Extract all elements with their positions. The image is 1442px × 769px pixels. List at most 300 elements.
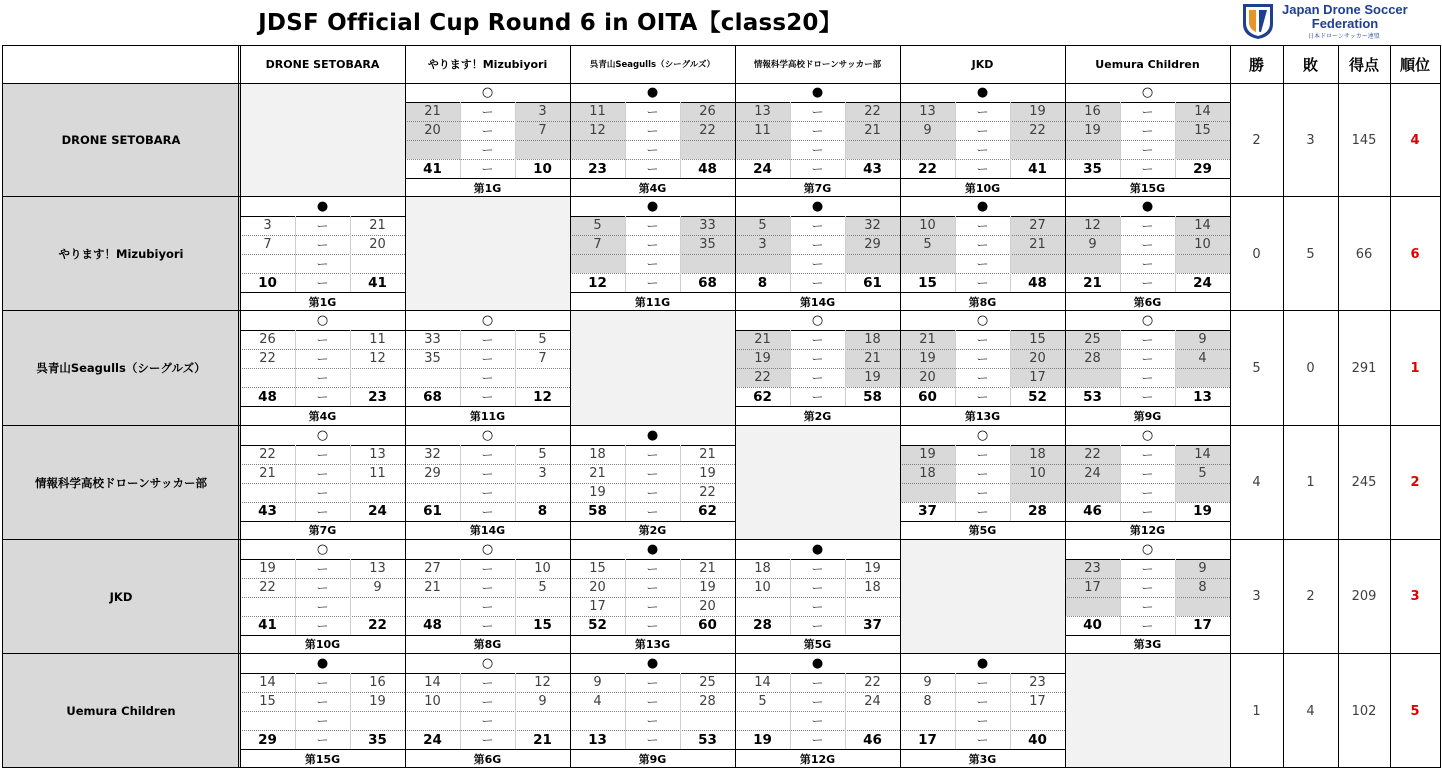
set-row-rule [240,730,405,731]
set-score-away: 14 [1175,102,1230,121]
table-rule [240,45,241,768]
set-score-home: 11 [735,121,790,140]
set-row-rule [900,159,1065,160]
total-dash: ー [1141,618,1154,633]
set-row-rule [405,445,570,446]
set-dash: ー [1141,143,1154,157]
total-dash: ー [1141,276,1154,291]
set-score-away: 7 [515,121,570,140]
total-score-home: 62 [753,388,772,405]
wins-value: 0 [1252,246,1261,262]
set-col-rule [625,559,626,635]
set-score-away: 23 [1029,675,1046,690]
points-value: 66 [1355,246,1373,262]
set-dash: ー [976,124,989,138]
table-rule [570,45,571,768]
table-rule [2,45,1440,46]
set-dash: ー [811,580,824,595]
set-col-rule [680,102,681,178]
points-value: 245 [1351,475,1377,491]
row-header-team: やります！Mizubiyori [2,197,240,311]
set-col-rule [350,673,351,749]
set-row-rule [570,121,735,122]
set-row-rule [735,121,900,122]
self-match-blank [570,311,735,425]
game-number: 第13G [634,638,671,652]
set-score-away [515,597,570,616]
set-score-away [1175,368,1230,387]
set-row-rule [900,140,1065,141]
total-score-away: 19 [1193,503,1212,520]
set-dash: ー [811,371,824,386]
set-score-away: 11 [369,332,386,348]
set-row-rule [570,273,735,274]
set-dash: ー [646,580,659,595]
set-row-rule [405,387,570,388]
set-score-away: 18 [845,330,900,349]
set-col-rule [460,330,461,406]
total-score-home: 40 [1083,617,1102,634]
set-score-home: 3 [735,235,790,254]
total-dash: ー [481,618,494,633]
set-score-home: 12 [1065,216,1120,235]
set-score-home [240,711,295,730]
set-row-rule [1065,178,1230,179]
column-header-stat: 勝 [1248,55,1264,74]
set-row-rule [735,730,900,731]
total-dash: ー [811,390,824,405]
table-rule [1440,45,1441,768]
game-number: 第11G [469,409,506,423]
set-row-rule [405,692,570,693]
set-row-rule [1065,121,1230,122]
match-result-mark: ○ [316,313,329,329]
set-row-rule [1065,292,1230,293]
total-dash: ー [316,618,329,633]
set-dash: ー [976,447,989,462]
rank-value: 2 [1410,475,1420,491]
total-score-home: 35 [1083,160,1102,177]
set-dash: ー [976,714,989,728]
set-col-rule [1010,102,1011,178]
set-row-rule [900,235,1065,236]
total-dash: ー [646,618,659,633]
set-row-rule [900,102,1065,103]
rank-value: 4 [1410,132,1420,148]
set-score-away: 28 [699,694,716,709]
set-row-rule [405,121,570,122]
set-dash: ー [646,238,659,253]
total-score-home: 43 [258,503,277,520]
set-score-home: 24 [1065,464,1120,483]
set-row-rule [900,368,1065,369]
set-score-home: 26 [259,332,276,348]
total-score-away: 52 [1028,388,1047,405]
set-score-home [240,597,295,616]
set-score-home [735,254,790,273]
set-col-rule [460,673,461,749]
points-value: 291 [1351,360,1377,376]
set-dash: ー [316,676,329,690]
set-score-away: 22 [699,484,716,500]
set-score-home: 21 [259,465,276,481]
set-score-home: 29 [424,465,441,481]
set-col-rule [680,445,681,521]
set-score-home: 3 [263,218,272,234]
set-score-home: 5 [570,216,625,235]
set-col-rule [1120,330,1121,406]
game-number: 第8G [473,638,502,652]
set-score-away [680,140,735,159]
total-score-away: 53 [698,731,717,748]
set-score-away: 14 [1175,445,1230,464]
total-score-away: 21 [533,731,552,748]
column-header-stat: 敗 [1302,55,1318,74]
set-score-away [350,368,405,387]
set-dash: ー [646,105,659,119]
set-dash: ー [481,485,494,500]
set-row-rule [405,464,570,465]
points-value: 145 [1351,132,1377,148]
set-row-rule [570,730,735,731]
total-score-home: 15 [918,274,937,291]
set-row-rule [1065,616,1230,617]
set-score-home [405,368,460,387]
set-score-home: 9 [1065,235,1120,254]
set-col-rule [680,216,681,292]
set-score-away: 5 [538,579,547,595]
set-col-rule [350,445,351,521]
game-number: 第9G [638,752,667,766]
set-score-home [1065,597,1120,616]
set-row-rule [735,749,900,750]
set-row-rule [240,235,405,236]
set-dash: ー [976,352,989,367]
set-score-away: 5 [538,446,547,462]
set-row-rule [735,292,900,293]
set-score-away: 9 [373,579,382,595]
total-score-away: 23 [368,388,387,405]
set-row-rule [405,559,570,560]
total-score-away: 10 [533,160,552,177]
set-score-away: 5 [1175,464,1230,483]
set-dash: ー [811,219,824,234]
set-col-rule [845,330,846,406]
set-dash: ー [811,105,824,119]
set-col-rule [625,102,626,178]
set-score-away: 18 [864,579,881,595]
total-dash: ー [811,618,824,633]
wins-value: 1 [1252,703,1261,719]
set-score-home [240,254,295,273]
total-score-home: 8 [757,274,768,291]
set-col-rule [790,216,791,292]
set-score-home [405,597,460,616]
set-row-rule [240,711,405,712]
set-score-away: 5 [538,332,547,348]
total-score-home: 41 [423,160,442,177]
set-score-away: 29 [845,235,900,254]
set-dash: ー [481,333,494,348]
set-dash: ー [316,485,329,500]
match-result-mark: ○ [316,541,329,557]
set-dash: ー [976,105,989,119]
set-row-rule [405,521,570,522]
total-score-away: 37 [863,617,882,634]
total-score-away: 8 [537,503,548,520]
set-row-rule [570,178,735,179]
set-row-rule [405,140,570,141]
set-dash: ー [481,352,494,367]
set-row-rule [900,292,1065,293]
set-score-away: 12 [369,351,386,367]
set-score-home: 22 [735,368,790,387]
losses-value: 4 [1306,703,1315,719]
total-score-away: 29 [1193,160,1212,177]
rank-value: 6 [1410,246,1420,262]
total-score-home: 13 [588,731,607,748]
set-row-rule [735,559,900,560]
total-score-home: 61 [423,503,442,520]
set-dash: ー [1141,219,1154,234]
set-row-rule [735,635,900,636]
set-dash: ー [646,219,659,234]
match-result-mark: ● [811,85,824,100]
total-score-away: 48 [698,160,717,177]
match-result-mark: ● [976,85,989,100]
set-row-rule [405,102,570,103]
column-header-team: やります！Mizubiyori [427,58,548,71]
set-row-rule [240,406,405,407]
logo-name-line1: Japan Drone Soccer [1282,2,1408,17]
set-score-away: 10 [534,560,551,576]
set-dash: ー [481,466,494,481]
game-number: 第5G [803,638,832,652]
set-score-home: 28 [1065,349,1120,368]
set-row-rule [900,121,1065,122]
set-score-home [405,483,460,502]
set-row-rule [900,387,1065,388]
set-col-rule [1120,445,1121,521]
set-row-rule [570,559,735,560]
set-dash: ー [316,257,329,272]
logo-name-line2: Federation [1311,16,1379,31]
set-row-rule [1065,159,1230,160]
set-dash: ー [976,257,989,272]
set-score-home [570,140,625,159]
match-result-mark: ● [646,656,659,671]
set-score-home [405,140,460,159]
set-row-rule [405,502,570,503]
game-number: 第12G [1129,524,1166,538]
table-rule [1283,45,1284,768]
match-result-mark: ● [976,199,989,215]
set-col-rule [1010,216,1011,292]
set-col-rule [625,445,626,521]
set-score-home: 9 [923,675,932,690]
set-row-rule [1065,349,1230,350]
set-score-away: 11 [369,465,386,481]
set-row-rule [570,616,735,617]
set-dash: ー [1141,561,1154,576]
set-score-home: 18 [754,560,771,576]
total-score-home: 37 [918,503,937,520]
set-row-rule [405,178,570,179]
match-result-mark: ● [316,656,329,671]
set-row-rule [570,483,735,484]
game-number: 第7G [803,181,832,195]
set-score-away [1010,140,1065,159]
set-dash: ー [646,485,659,500]
total-dash: ー [1141,162,1154,176]
points-value: 209 [1351,589,1377,605]
logo-name-jp: 日本ドローンサッカー連盟 [1308,33,1380,40]
set-row-rule [405,330,570,331]
set-col-rule [1120,216,1121,292]
table-rule [1390,45,1391,768]
set-dash: ー [316,333,329,348]
set-score-home: 16 [1065,102,1120,121]
set-score-home: 4 [593,694,602,709]
set-score-home: 22 [259,351,276,367]
total-score-away: 43 [863,160,882,177]
set-row-rule [570,502,735,503]
set-row-rule [900,216,1065,217]
set-score-away: 25 [699,675,716,690]
total-score-home: 29 [258,731,277,748]
set-dash: ー [481,124,494,138]
set-row-rule [735,349,900,350]
set-dash: ー [811,143,824,157]
set-dash: ー [316,447,329,462]
total-score-home: 23 [588,160,607,177]
set-score-away: 12 [534,675,551,690]
match-result-mark: ● [646,85,659,100]
set-dash: ー [481,447,494,462]
set-row-rule [405,368,570,369]
set-row-rule [240,635,405,636]
set-row-rule [405,483,570,484]
set-score-away: 19 [1010,102,1065,121]
set-dash: ー [976,466,989,481]
set-dash: ー [646,599,659,614]
set-row-rule [405,597,570,598]
set-col-rule [845,216,846,292]
total-dash: ー [481,504,494,519]
set-dash: ー [481,561,494,576]
wins-value: 2 [1252,132,1261,148]
set-score-away: 3 [538,465,547,481]
set-row-rule [735,406,900,407]
set-row-rule [570,749,735,750]
set-score-home [900,254,955,273]
points-value: 102 [1351,703,1377,719]
set-row-rule [570,292,735,293]
total-dash: ー [976,504,989,519]
set-score-home [735,597,790,616]
total-score-home: 48 [423,617,442,634]
total-score-home: 60 [918,388,937,405]
table-rule [2,83,1440,84]
set-row-rule [1065,578,1230,579]
table-rule [2,653,1440,654]
set-row-rule [240,749,405,750]
set-dash: ー [976,143,989,157]
set-dash: ー [1141,485,1154,500]
set-score-away: 8 [1175,578,1230,597]
match-result-mark: ○ [481,313,494,329]
set-score-away: 15 [1010,330,1065,349]
table-rule [2,767,1440,768]
set-score-away: 20 [699,598,716,614]
set-row-rule [1065,483,1230,484]
set-dash: ー [976,238,989,253]
set-score-away: 7 [538,351,547,367]
losses-value: 3 [1306,132,1315,148]
set-row-rule [570,597,735,598]
total-score-home: 10 [258,274,277,291]
set-score-away [845,711,900,730]
set-col-rule [680,559,681,635]
set-row-rule [900,178,1065,179]
rank-value: 3 [1410,589,1420,605]
row-header-team: Uemura Children [2,654,240,768]
set-row-rule [900,254,1065,255]
set-row-rule [735,578,900,579]
set-row-rule [1065,406,1230,407]
set-score-away: 17 [1010,368,1065,387]
total-score-away: 22 [368,617,387,634]
set-row-rule [900,349,1065,350]
match-result-mark: ● [811,199,824,215]
total-score-away: 58 [863,388,882,405]
column-header-team: 情報科学高校ドローンサッカー部 [753,60,882,70]
set-dash: ー [811,599,824,614]
set-score-away: 24 [864,694,881,709]
total-dash: ー [481,733,494,747]
row-header-team: DRONE SETOBARA [2,83,240,197]
set-score-away [1175,597,1230,616]
total-score-away: 62 [698,503,717,520]
set-dash: ー [811,257,824,272]
set-row-rule [240,368,405,369]
set-row-rule [735,140,900,141]
set-col-rule [955,330,956,406]
self-match-blank [240,83,405,197]
total-score-home: 24 [753,160,772,177]
set-score-away: 14 [1175,216,1230,235]
column-header-team: Uemura Children [1095,57,1200,71]
total-dash: ー [976,162,989,176]
set-col-rule [1175,102,1176,178]
set-dash: ー [811,561,824,576]
set-row-rule [405,749,570,750]
total-score-away: 68 [698,274,717,291]
set-col-rule [790,673,791,749]
set-score-home [240,368,295,387]
set-row-rule [405,406,570,407]
set-dash: ー [481,371,494,386]
set-score-away [845,254,900,273]
row-header-team: JKD [2,540,240,654]
column-header-stat: 順位 [1399,55,1430,74]
set-score-home: 14 [424,675,441,690]
total-score-away: 28 [1028,503,1047,520]
total-score-home: 53 [1083,388,1102,405]
set-score-home: 8 [923,694,932,709]
set-score-home: 13 [735,102,790,121]
total-dash: ー [316,390,329,405]
